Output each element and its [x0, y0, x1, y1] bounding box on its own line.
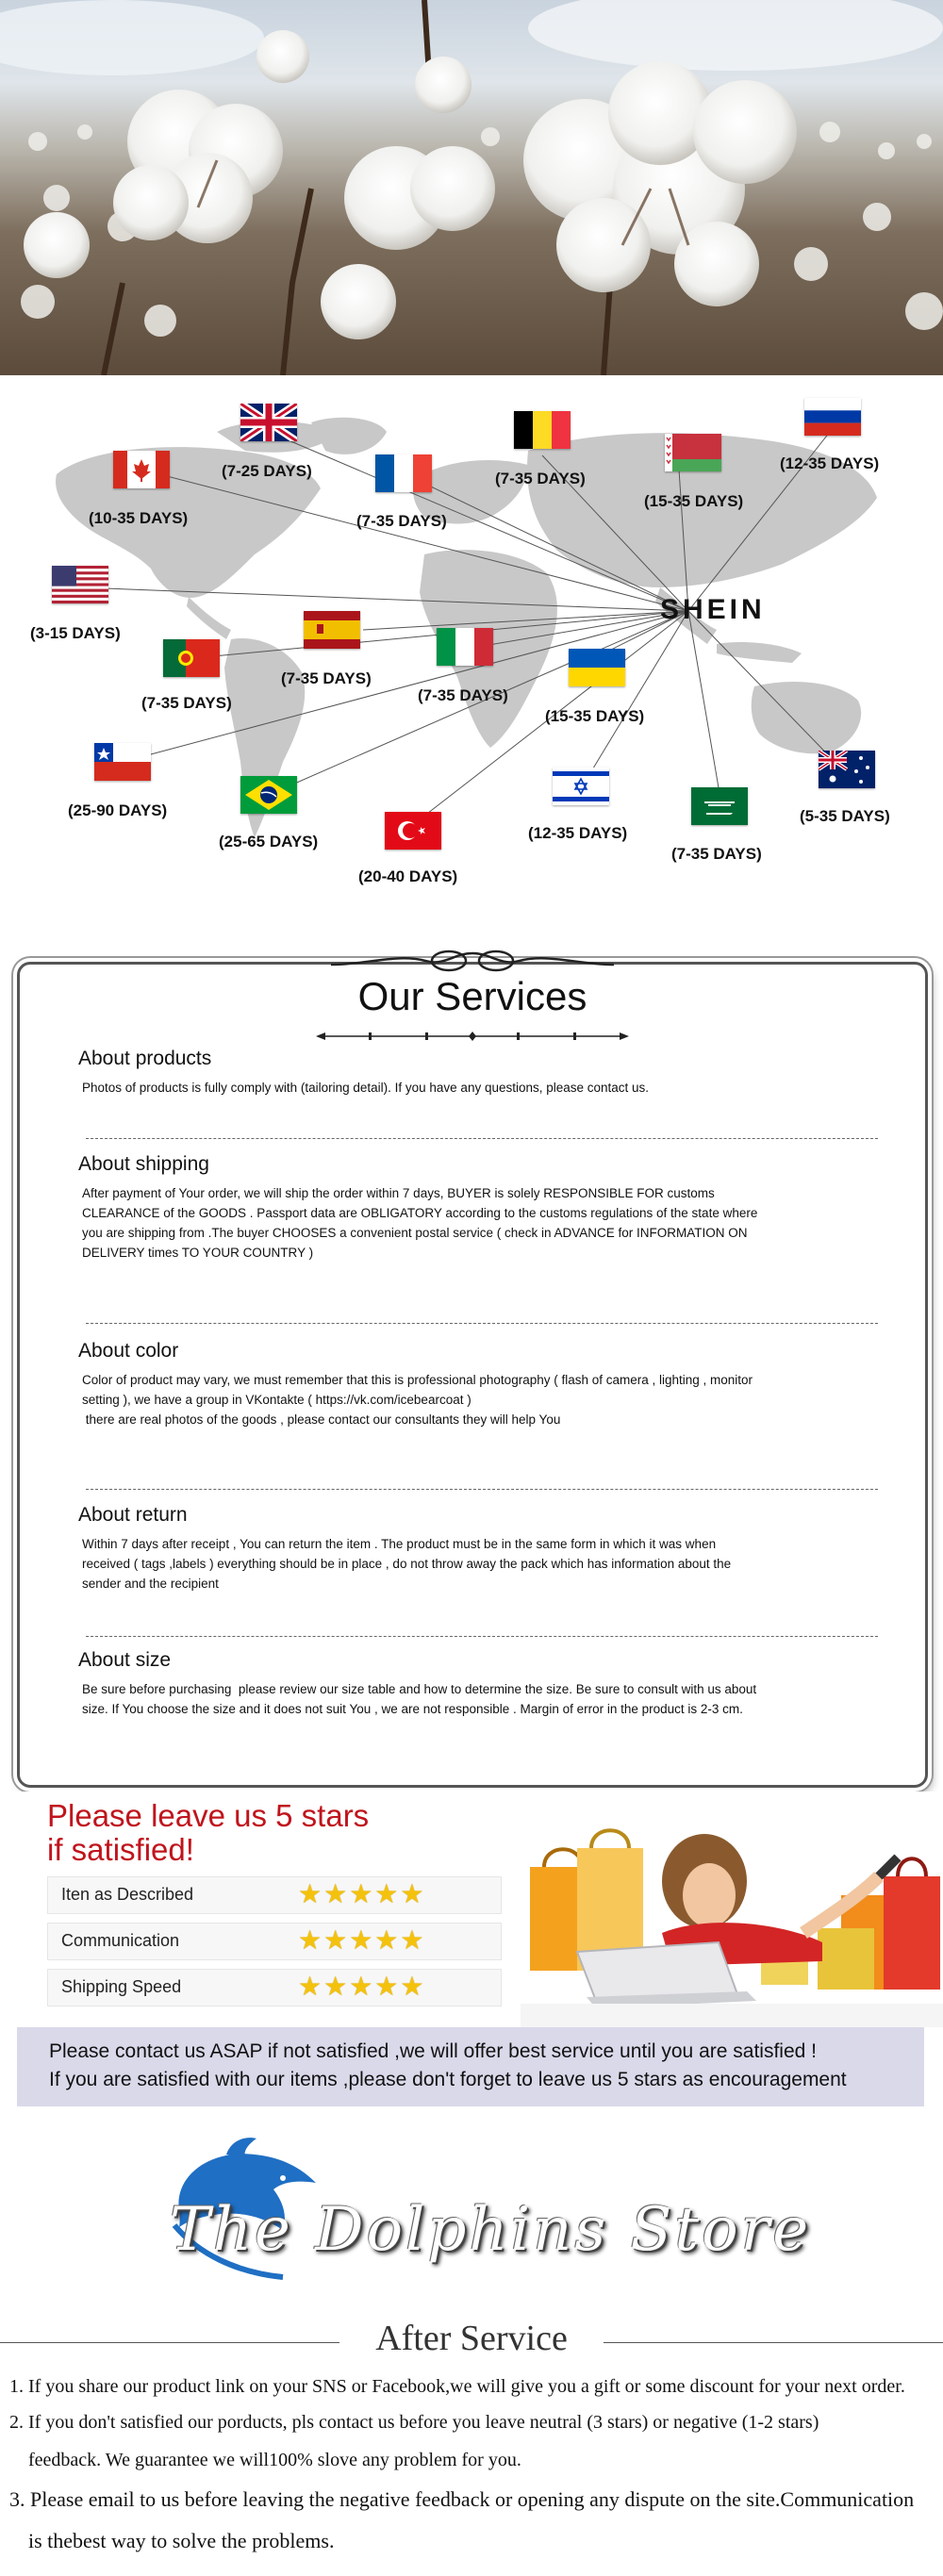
- logo-text: The Dolphins Store: [170, 2195, 812, 2265]
- list-number: 3.: [9, 2487, 25, 2511]
- shein-brand-label: SHEIN: [660, 594, 766, 625]
- list-number: 1.: [9, 2376, 24, 2397]
- five-stars-icon: ★★★★★: [298, 1972, 426, 2001]
- hero-cotton-photo: [0, 0, 943, 375]
- shipping-map-section: [0, 375, 943, 927]
- service-text: Be sure before purchasing please review our size table and how to determine the size. Be sure to consult with us about: [82, 1682, 757, 1696]
- chile-flag-icon: [94, 743, 151, 781]
- rating-section: [0, 1792, 943, 2027]
- portugal-flag-icon: [163, 639, 220, 677]
- belarus-flag-icon: [665, 434, 721, 471]
- dolphins-store-logo: [0, 2112, 943, 2305]
- rating-row: [47, 1969, 502, 2006]
- usa-days: (3-15 DAYS): [30, 624, 121, 642]
- ornament-bottom-icon: [312, 1027, 633, 1046]
- canada-flag-icon: [113, 451, 170, 488]
- australia-days: (5-35 DAYS): [800, 807, 890, 825]
- brazil-flag-icon: [240, 776, 297, 814]
- canada-days: (10-35 DAYS): [89, 509, 189, 527]
- list-text: If you don't satisfied our porducts, pls contact us before you leave neutral (3 stars) or negative (1-2 stars): [28, 2412, 819, 2433]
- russia-days: (12-35 DAYS): [780, 454, 880, 472]
- belarus-days: (15-35 DAYS): [644, 492, 744, 510]
- divider: [86, 1323, 878, 1324]
- france-days: (7-35 DAYS): [356, 512, 447, 530]
- israel-flag-icon: [553, 768, 609, 805]
- after-service-section: [0, 2310, 943, 2576]
- service-heading: About products: [78, 1048, 212, 1069]
- service-heading: About color: [78, 1340, 179, 1362]
- saudi-arabia-days: (7-35 DAYS): [671, 845, 762, 863]
- list-text: feedback. We guarantee we will100% slove any problem for you.: [28, 2450, 521, 2470]
- russia-flag-icon: [804, 398, 861, 436]
- service-text: Within 7 days after receipt , You can return the item . The product must be in the same form in which it was when: [82, 1537, 717, 1551]
- service-return: [78, 1504, 880, 1593]
- service-text: After payment of Your order, we will ship the order within 7 days, BUYER is solely RESPONSIBLE FOR customs: [82, 1186, 715, 1200]
- service-heading: About size: [78, 1649, 172, 1671]
- five-stars-icon: ★★★★★: [298, 1879, 426, 1908]
- rating-title-line: if satisfied!: [47, 1832, 194, 1867]
- contact-line: If you are satisfied with our items ,please don't forget to leave us 5 stars as encouragement: [49, 2069, 847, 2090]
- service-shipping: [78, 1153, 880, 1263]
- portugal-days: (7-35 DAYS): [141, 694, 232, 712]
- service-text: CLEARANCE of the GOODS . Passport data are OBLIGATORY according to the customs regulations of the state where: [82, 1206, 758, 1220]
- list-number: 2.: [9, 2412, 24, 2433]
- belgium-flag-icon: [514, 411, 571, 449]
- uk-days: (7-25 DAYS): [222, 462, 312, 480]
- list-text: If you share our product link on your SNS or Facebook,we will give you a gift or some discount for your next order.: [28, 2376, 905, 2397]
- list-item: [9, 2412, 819, 2434]
- list-text: is thebest way to solve the problems.: [28, 2529, 335, 2552]
- rating-row: [47, 1876, 502, 1914]
- divider: [86, 1489, 878, 1490]
- rating-row: [47, 1923, 502, 1960]
- israel-days: (12-35 DAYS): [528, 824, 628, 842]
- italy-days: (7-35 DAYS): [418, 686, 508, 704]
- uk-flag-icon: [240, 404, 297, 441]
- service-text: setting ), we have a group in VKontakte ( https://vk.com/icebearcoat ): [82, 1393, 472, 1407]
- saudi-arabia-flag-icon: [691, 787, 748, 825]
- service-color: [78, 1340, 880, 1429]
- service-text: Color of product may vary, we must remember that this is professional photography ( flash of camera , lighting , monitor: [82, 1373, 753, 1387]
- ukraine-days: (15-35 DAYS): [545, 707, 645, 725]
- rating-label: Shipping Speed: [61, 1977, 182, 1996]
- shopping-woman-illustration: [521, 1792, 943, 2027]
- five-stars-icon: ★★★★★: [298, 1925, 426, 1955]
- spain-flag-icon: [304, 611, 360, 649]
- service-text: Photos of products is fully comply with (tailoring detail). If you have any questions, please contact us.: [82, 1081, 650, 1095]
- service-text: DELIVERY times TO YOUR COUNTRY ): [82, 1246, 314, 1260]
- turkey-days: (20-40 DAYS): [358, 867, 458, 885]
- service-size: [78, 1649, 880, 1719]
- cotton-field-illustration: [0, 0, 943, 375]
- service-heading: About return: [78, 1504, 188, 1526]
- brazil-days: (25-65 DAYS): [219, 833, 319, 850]
- contact-banner: [17, 2027, 924, 2106]
- rating-title-line: Please leave us 5 stars: [47, 1798, 370, 1833]
- belgium-days: (7-35 DAYS): [495, 470, 586, 487]
- service-products: [78, 1048, 880, 1098]
- rating-label: Communication: [61, 1931, 180, 1950]
- service-text: sender and the recipient: [82, 1577, 219, 1591]
- service-text: you are shipping from .The buyer CHOOSES a convenient postal service ( check in ADVANCE for INFORMATION ON: [82, 1226, 748, 1240]
- turkey-flag-icon: [385, 812, 441, 850]
- spain-days: (7-35 DAYS): [281, 669, 372, 687]
- our-services-panel: [17, 962, 928, 1788]
- list-item: [9, 2376, 905, 2398]
- after-service-title: After Service: [375, 2319, 568, 2358]
- rating-label: Iten as Described: [61, 1885, 194, 1904]
- service-text: size. If You choose the size and it does not suit You , we are not responsible . Margin of error in the product is 2-3 cm.: [82, 1702, 743, 1716]
- list-text: Please email to us before leaving the negative feedback or opening any dispute on the site.Communication: [30, 2487, 915, 2511]
- service-heading: About shipping: [78, 1153, 209, 1175]
- italy-flag-icon: [437, 628, 493, 666]
- contact-line: Please contact us ASAP if not satisfied ,we will offer best service until you are satisfied !: [49, 2040, 817, 2062]
- ukraine-flag-icon: [569, 649, 625, 686]
- france-flag-icon: [375, 454, 432, 492]
- divider: [86, 1636, 878, 1637]
- chile-days: (25-90 DAYS): [68, 801, 168, 819]
- service-text: there are real photos of the goods , please contact our consultants they will help You: [82, 1412, 561, 1427]
- divider: [86, 1138, 878, 1139]
- service-text: received ( tags ,labels ) everything should be in place , do not throw away the pack which has information about the: [82, 1557, 732, 1571]
- australia-flag-icon: [819, 751, 875, 788]
- services-title: Our Services: [357, 974, 587, 1018]
- rating-title: [47, 1799, 369, 1867]
- list-item: [9, 2487, 914, 2512]
- usa-flag-icon: [52, 566, 108, 603]
